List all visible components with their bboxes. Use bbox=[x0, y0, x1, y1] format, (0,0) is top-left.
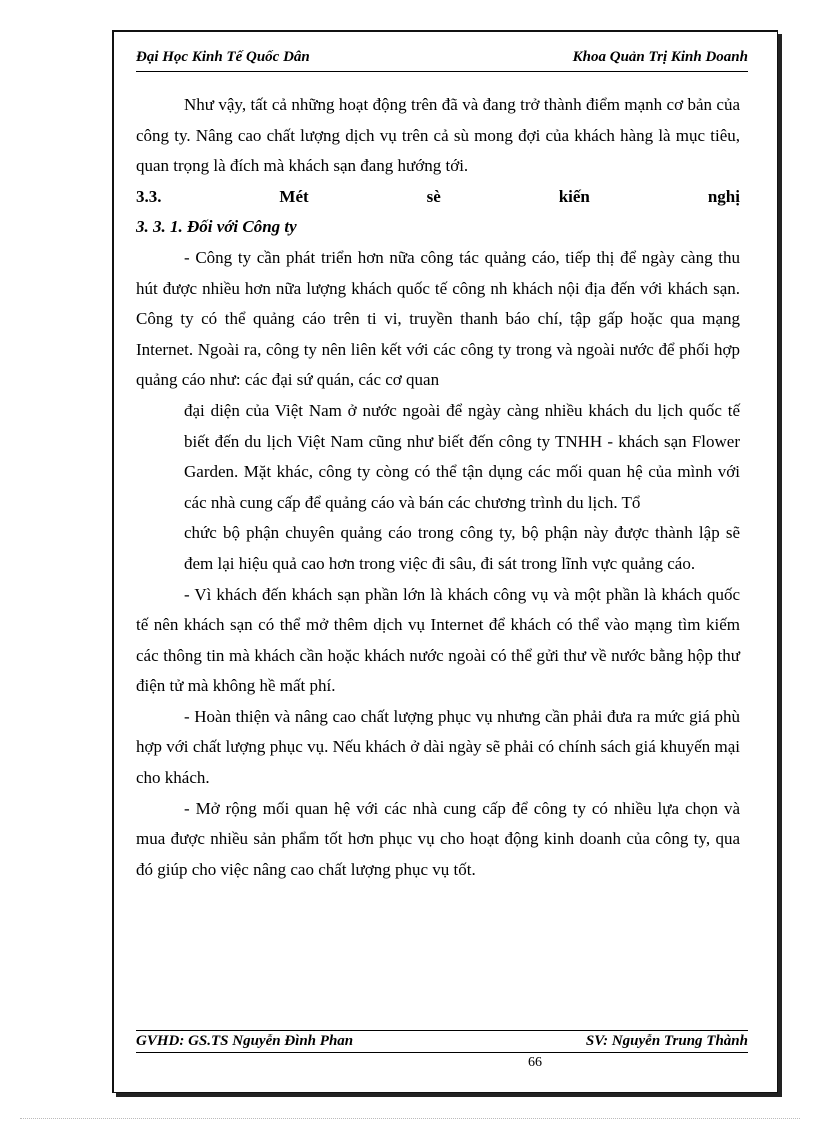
page-header bbox=[136, 47, 748, 73]
section-word-3: kiến bbox=[558, 186, 590, 206]
paragraph-department: chức bộ phận chuyên quảng cáo trong công ty, bộ phận này được thành lập sẽ đem lại hiệu quả cao hơn trong việc đi sâu, đi sát trong lĩnh vực quảng cáo. bbox=[184, 523, 740, 573]
page-bottom-dotted-line bbox=[20, 1118, 800, 1119]
section-word-2: sè bbox=[426, 186, 441, 206]
paragraph-advertising: - Công ty cần phát triển hơn nữa công tác quảng cáo, tiếp thị để ngày càng thu hút được nhiều hơn nữa lượng khách quốc tế công nh khách nội địa đến với khách sạn. Công ty có thể quảng cáo trên ti vi, truyền thanh báo chí, tập gấp hoặc qua mạng Internet. Ngoài ra, công ty nên liên kết với các công ty trong và ngoài nước để phối hợp quảng cáo như: các đại sứ quán, các cơ quan bbox=[136, 247, 740, 390]
header-divider bbox=[136, 71, 748, 72]
footer-divider bbox=[136, 1030, 748, 1031]
section-word-4: nghị bbox=[707, 186, 740, 206]
footer-student: SV: Nguyễn Trung Thành bbox=[585, 1033, 748, 1049]
paragraph-pricing: - Hoàn thiện và nâng cao chất lượng phục vụ nhưng cần phải đưa ra mức giá phù hợp với chất lượng phục vụ. Nếu khách ở dài ngày sẽ phải có chính sách giá khuyến mại cho khách. bbox=[136, 706, 740, 788]
intro-paragraph: Như vậy, tất cả những hoạt động trên đã và đang trở thành điểm mạnh cơ bản của công ty. Nâng cao chất lượng dịch vụ trên cả sù mong đợi của khách hàng là mục tiêu, quan trọng là đích mà khách sạn đang hướng tới. bbox=[136, 95, 740, 176]
paragraph-embassies: đại diện của Việt Nam ở nước ngoài để ngày càng nhiều khách du lịch quốc tế biết đến du lịch Việt Nam cũng như biết đến công ty TNHH - khách sạn Flower Garden. Mặt khác, công ty còng có thể tận dụng các mối quan hệ của mình với các nhà cung cấp để quảng cáo và bán các chương trình du lịch. Tổ bbox=[184, 400, 740, 512]
footer-supervisor: GVHD: GS.TS Nguyễn Đình Phan bbox=[136, 1033, 354, 1049]
header-faculty: Khoa Quản Trị Kinh Doanh bbox=[572, 49, 748, 65]
section-number: 3.3. bbox=[136, 186, 162, 206]
subsection-heading: 3. 3. 1. Đối với Công ty bbox=[136, 217, 297, 237]
paragraph-suppliers: - Mở rộng mối quan hệ với các nhà cung cấp để công ty có nhiều lựa chọn và mua được nhiều sản phẩm tốt hơn phục vụ cho hoạt động kinh doanh của công ty, qua đó giúp cho việc nâng cao chất lượng phục vụ tốt. bbox=[136, 798, 740, 879]
section-heading bbox=[136, 182, 740, 213]
paragraph-internet: - Vì khách đến khách sạn phần lớn là khách công vụ và một phần là khách quốc tế nên khách sạn có thể mở thêm dịch vụ Internet để khách có thể vào mạng tìm kiếm các thông tin mà khách cần hoặc khách nước ngoài có thể gửi thư về nước bằng hộp thư điện tử mà không hề mất phí. bbox=[136, 584, 740, 696]
page-number bbox=[0, 1055, 816, 1071]
section-word-1: Mét bbox=[279, 186, 309, 206]
page-number-text: 66 bbox=[528, 1055, 542, 1070]
header-university: Đại Học Kinh Tế Quốc Dân bbox=[136, 49, 310, 65]
footer-underline bbox=[136, 1052, 748, 1053]
document-body bbox=[136, 90, 740, 885]
